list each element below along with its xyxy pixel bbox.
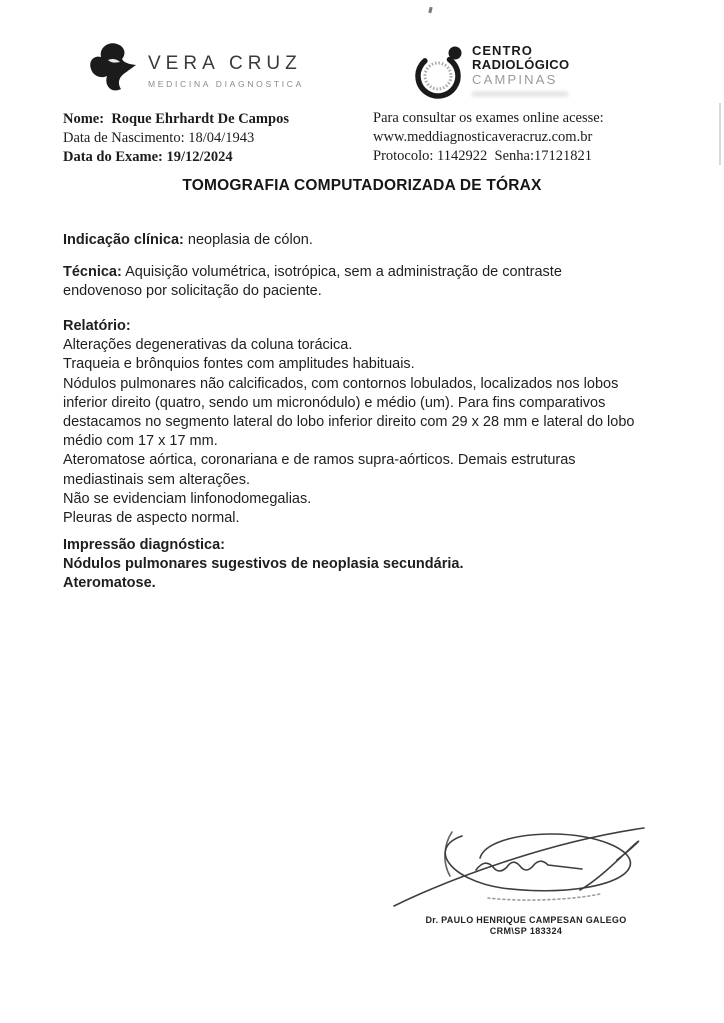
indicacao-text: neoplasia de cólon. bbox=[187, 232, 313, 248]
protocol-line bbox=[373, 147, 604, 166]
section-indicacao bbox=[63, 231, 313, 250]
exam-date-label: Data do Exame: bbox=[63, 149, 163, 165]
patient-birthdate-value: 18/04/1943 bbox=[188, 130, 255, 146]
vera-cruz-name: VERA CRUZ bbox=[148, 52, 302, 74]
relatorio-line: mediastinais sem alterações. bbox=[63, 471, 250, 488]
relatorio-line: Alterações degenerativas da coluna torácica. bbox=[63, 337, 353, 354]
impressao-line: Ateromatose. bbox=[63, 575, 156, 592]
online-access-url: www.meddiagnosticaveracruz.com.br bbox=[373, 129, 593, 145]
scan-edge-artifact bbox=[719, 103, 721, 165]
centro-line2: RADIOLÓGICO bbox=[472, 57, 570, 72]
indicacao-label: Indicação clínica: bbox=[63, 232, 184, 248]
password-value: 17121821 bbox=[533, 148, 592, 164]
impressao-label: Impressão diagnóstica: bbox=[63, 537, 225, 553]
relatorio-line: Ateromatose aórtica, coronariana e de ramos supra-aórticos. Demais estruturas bbox=[63, 452, 576, 469]
relatorio-line: Nódulos pulmonares não calcificados, com contornos lobulados, localizados nos lobos bbox=[63, 375, 619, 392]
tecnica-text1: Aquisição volumétrica, isotrópica, sem a administração de contraste bbox=[125, 264, 562, 280]
report-title: TOMOGRAFIA COMPUTADORIZADA DE TÓRAX bbox=[182, 177, 542, 194]
patient-name-line bbox=[63, 110, 289, 129]
protocol-value: 1142922 bbox=[437, 148, 488, 164]
patient-birthdate-line bbox=[63, 129, 289, 148]
relatorio-line: Traqueia e brônquios fontes com amplitudes habituais. bbox=[63, 356, 415, 373]
scan-speck bbox=[428, 7, 432, 14]
vera-cruz-logo bbox=[88, 42, 304, 99]
patient-info bbox=[63, 110, 289, 167]
patient-name-label: Nome: bbox=[63, 111, 105, 127]
tecnica-line2: endovenoso por solicitação do paciente. bbox=[63, 283, 322, 300]
relatorio-line: Não se evidenciam linfonodomegalias. bbox=[63, 490, 312, 507]
section-relatorio bbox=[63, 317, 634, 528]
tecnica-label: Técnica: bbox=[63, 264, 122, 280]
signature-scrawl bbox=[392, 897, 660, 914]
centro-radiologico-logo bbox=[412, 38, 570, 107]
exam-date-line bbox=[63, 148, 289, 167]
signature-block bbox=[392, 818, 660, 937]
doctor-crm: CRM\SP 183324 bbox=[489, 926, 563, 936]
protocol-label: Protocolo: bbox=[373, 148, 434, 164]
centro-line1: CENTRO bbox=[472, 43, 533, 58]
section-tecnica bbox=[63, 263, 562, 301]
doctor-name: Dr. PAULO HENRIQUE CAMPESAN GALEGO bbox=[425, 915, 627, 925]
bird-icon bbox=[88, 42, 140, 99]
relatorio-line: Pleuras de aspecto normal. bbox=[63, 510, 240, 527]
relatorio-line: destacamos no segmento lateral do lobo inferior direito com 29 x 28 mm e lateral do lobo bbox=[63, 414, 635, 431]
centro-fineprint-smudge bbox=[472, 91, 568, 97]
impressao-line: Nódulos pulmonares sugestivos de neoplasia secundária. bbox=[63, 556, 464, 573]
patient-birthdate-label: Data de Nascimento: bbox=[63, 130, 185, 146]
ring-dot-icon bbox=[412, 38, 466, 107]
vera-cruz-subtitle: MEDICINA DIAGNOSTICA bbox=[148, 78, 305, 89]
relatorio-line: médio com 17 x 17 mm. bbox=[63, 433, 218, 450]
relatorio-label: Relatório: bbox=[63, 318, 131, 334]
relatorio-line: inferior direito (quatro, sendo um micronódulo) e médio (um). Para fins comparativos bbox=[63, 394, 606, 411]
exam-date-value: 19/12/2024 bbox=[166, 149, 233, 165]
section-impressao bbox=[63, 536, 463, 594]
password-label: Senha: bbox=[494, 148, 534, 164]
patient-name-value: Roque Ehrhardt De Campos bbox=[111, 111, 289, 127]
tecnica-line1 bbox=[63, 263, 562, 282]
online-access-line1: Para consultar os exames online acesse: bbox=[373, 110, 604, 126]
centro-line3: CAMPINAS bbox=[472, 72, 558, 87]
online-access-info bbox=[373, 109, 604, 166]
